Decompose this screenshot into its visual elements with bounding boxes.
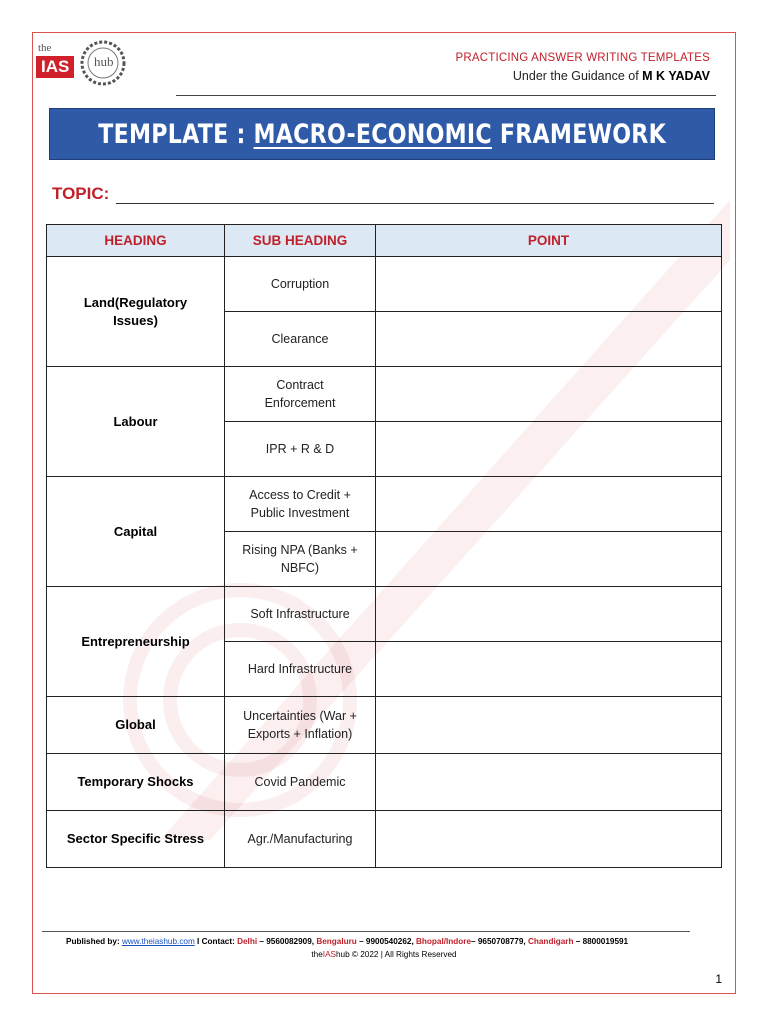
table-row <box>47 587 722 642</box>
point-cell[interactable] <box>376 422 722 477</box>
table-row <box>47 367 722 422</box>
subheading-cell: Rising NPA (Banks + NBFC) <box>225 532 376 587</box>
logo-ias-text: IAS <box>36 56 74 78</box>
header-divider <box>176 95 716 96</box>
guidance-prefix: Under the Guidance of <box>512 69 639 83</box>
subheading-cell: Corruption <box>225 257 376 312</box>
heading-cell: Temporary Shocks <box>47 754 225 811</box>
copyright-rest: hub © 2022 | All Rights Reserved <box>336 950 457 959</box>
heading-cell: Land(Regulatory Issues) <box>47 257 225 367</box>
title-suffix: FRAMEWORK <box>491 118 666 150</box>
table-row <box>47 811 722 868</box>
contact-city: Chandigarh <box>527 937 574 946</box>
footer-contact-line <box>66 937 628 946</box>
point-cell[interactable] <box>376 257 722 312</box>
page-number: 1 <box>715 972 722 986</box>
logo-hub-text: hub <box>94 54 114 69</box>
heading-cell: Labour <box>47 367 225 477</box>
header-subtitle: PRACTICING ANSWER WRITING TEMPLATES <box>455 52 710 64</box>
footer-divider <box>42 931 690 932</box>
topic-label: TOPIC: <box>52 184 110 203</box>
logo-the-text: the <box>38 42 52 54</box>
website-link[interactable]: www.theiashub.com <box>121 937 195 946</box>
title-underlined: MACRO-ECONOMIC <box>253 118 492 150</box>
heading-cell: Global <box>47 697 225 754</box>
heading-cell: Sector Specific Stress <box>47 811 225 868</box>
subheading-cell: IPR + R & D <box>225 422 376 477</box>
footer-separator: I <box>194 937 202 946</box>
contact-city: Delhi <box>237 937 258 946</box>
point-cell[interactable] <box>376 754 722 811</box>
table-row <box>47 477 722 532</box>
subheading-cell: Contract Enforcement <box>225 367 376 422</box>
footer-copyright <box>0 950 768 959</box>
subheading-cell: Covid Pandemic <box>225 754 376 811</box>
guidance-name: M K YADAV <box>642 69 710 83</box>
table-header-row <box>47 225 722 257</box>
contact-phone: – 9560082909, <box>257 937 317 946</box>
header-heading: HEADING <box>47 225 225 257</box>
header-point: POINT <box>376 225 722 257</box>
subheading-cell: Clearance <box>225 312 376 367</box>
subheading-cell: Uncertainties (War + Exports + Inflation) <box>225 697 376 754</box>
contact-phone: – 9900540262, <box>356 937 416 946</box>
point-cell[interactable] <box>376 367 722 422</box>
published-label: Published by: <box>66 937 120 946</box>
contact-city: Bengaluru <box>316 937 357 946</box>
contact-phone: – 9650708779, <box>471 937 528 946</box>
title-text <box>98 119 666 150</box>
topic-input-line[interactable] <box>116 203 714 204</box>
copyright-the: the <box>311 950 323 959</box>
point-cell[interactable] <box>376 811 722 868</box>
subheading-cell: Access to Credit + Public Investment <box>225 477 376 532</box>
framework-table <box>46 224 722 868</box>
header-subheading: SUB HEADING <box>225 225 376 257</box>
table-row <box>47 257 722 312</box>
contact-city: Bhopal/Indore <box>416 937 472 946</box>
point-cell[interactable] <box>376 642 722 697</box>
point-cell[interactable] <box>376 587 722 642</box>
point-cell[interactable] <box>376 697 722 754</box>
table-row <box>47 754 722 811</box>
title-prefix: TEMPLATE : <box>98 118 254 150</box>
ias-hub-logo <box>36 36 136 90</box>
point-cell[interactable] <box>376 312 722 367</box>
title-banner <box>49 108 715 160</box>
subheading-cell: Soft Infrastructure <box>225 587 376 642</box>
heading-cell: Capital <box>47 477 225 587</box>
subheading-cell: Hard Infrastructure <box>225 642 376 697</box>
table-row <box>47 697 722 754</box>
point-cell[interactable] <box>376 532 722 587</box>
copyright-ias: IAS <box>322 950 336 959</box>
contact-phone: – 8800019591 <box>573 937 629 946</box>
subheading-cell: Agr./Manufacturing <box>225 811 376 868</box>
heading-cell: Entrepreneurship <box>47 587 225 697</box>
header-info <box>456 52 711 83</box>
point-cell[interactable] <box>376 477 722 532</box>
contact-label: Contact: <box>201 937 235 946</box>
header-guidance <box>456 69 711 83</box>
